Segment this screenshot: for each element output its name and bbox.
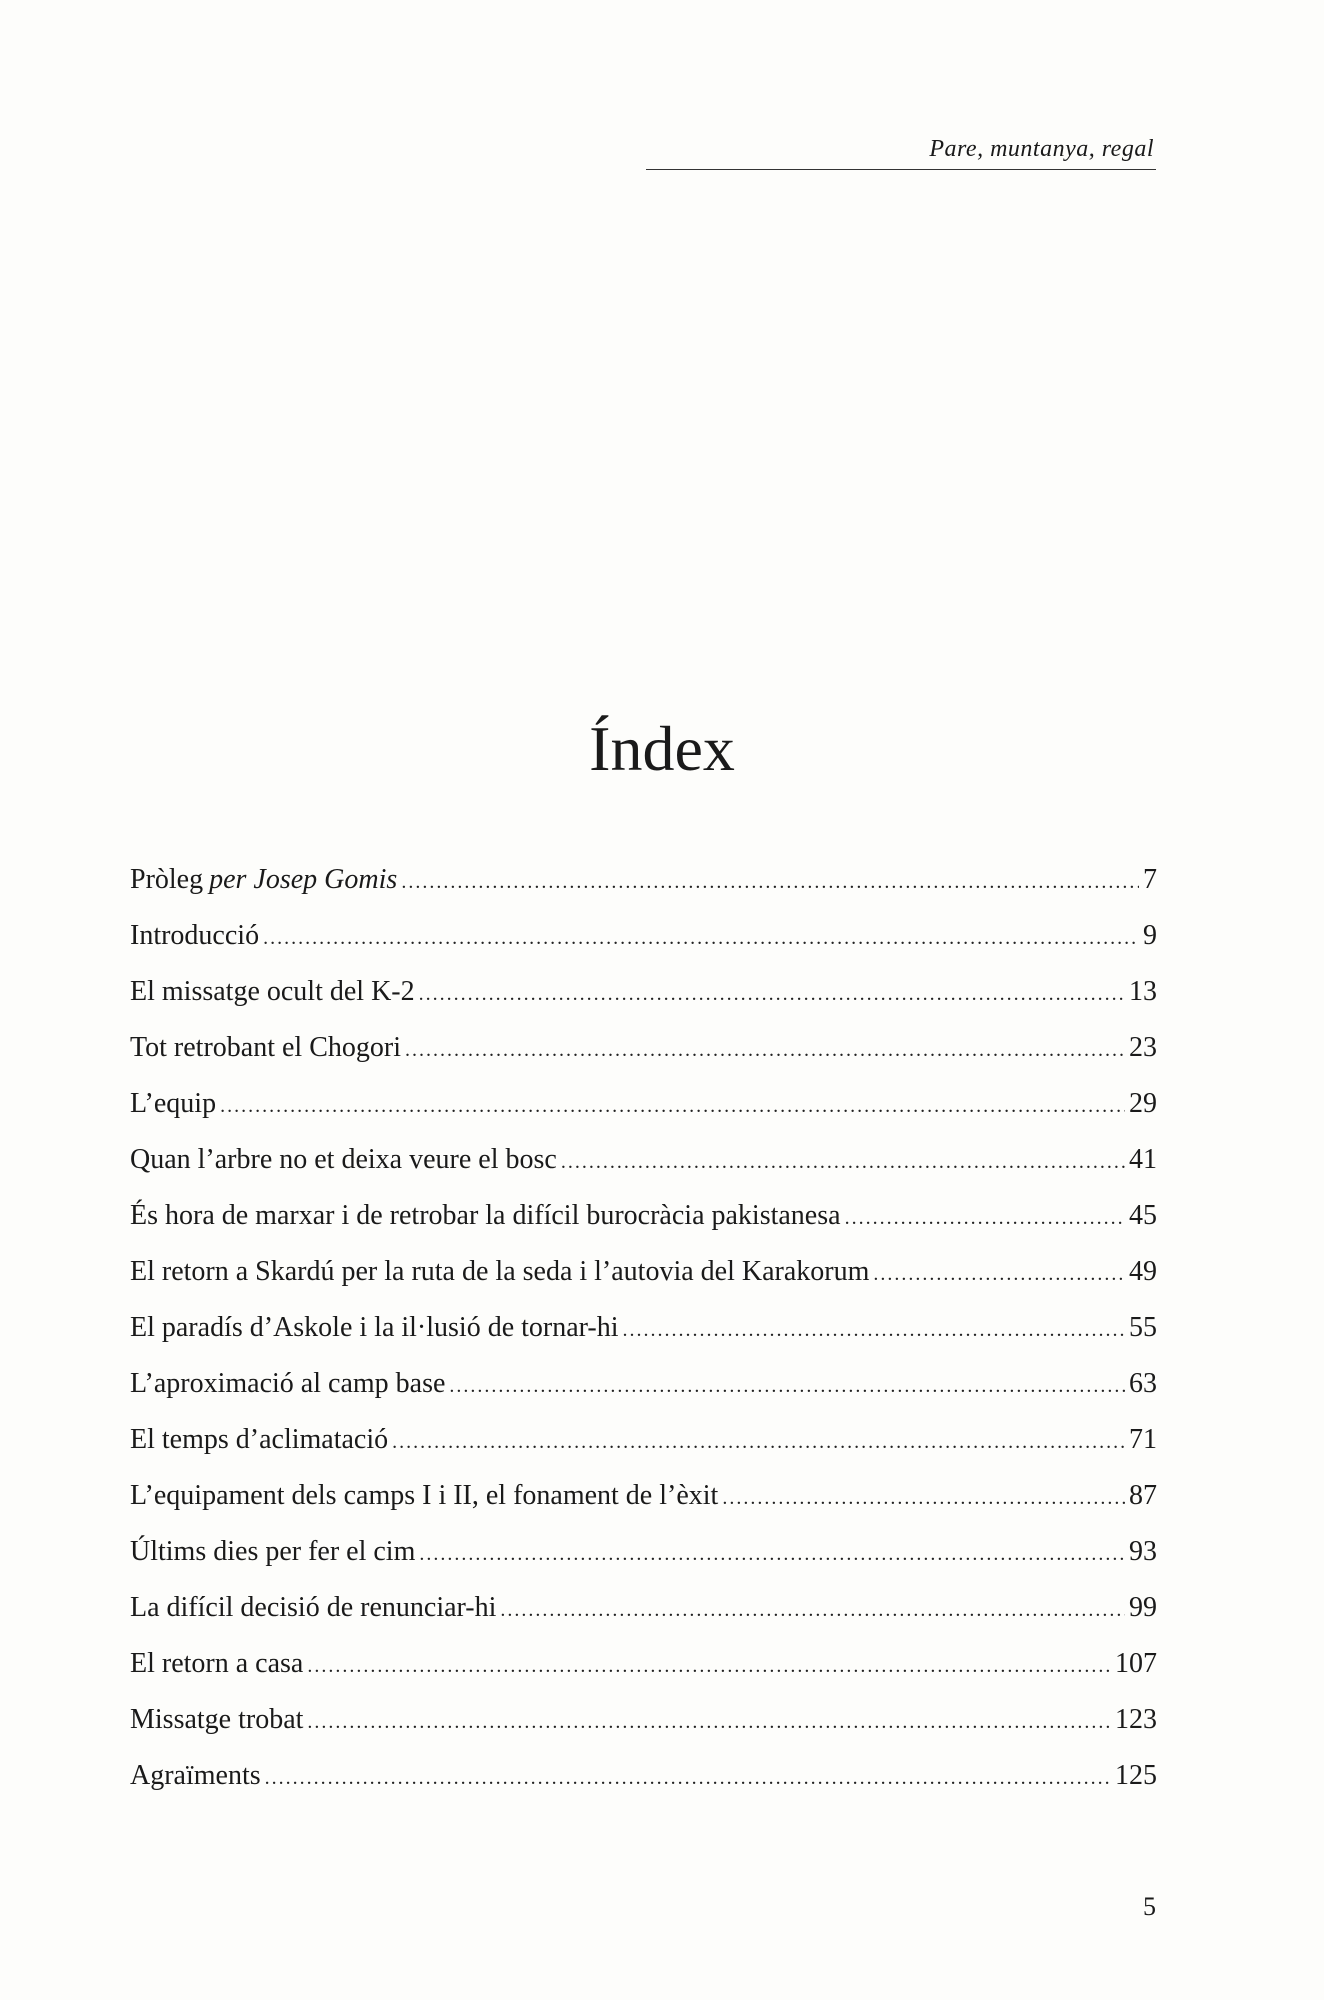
toc-entry-page: 87 [1129,1480,1157,1511]
page-title: Índex [589,713,735,784]
dot-leader [392,1414,1125,1468]
toc-entry-page: 45 [1129,1200,1157,1231]
toc-entry [130,1356,1157,1412]
toc-entry-page: 41 [1129,1144,1157,1175]
running-header: Pare, muntanya, regal [929,136,1154,162]
toc-entry [130,852,1157,908]
toc-entry-title-text: L’equipament dels camps I i II, el fonament de l’èxit [130,1480,719,1511]
toc-entry-title-text: El retorn a casa [130,1648,304,1679]
toc-entry-title-text: L’equip [130,1088,217,1119]
toc-entry-title-text: Últims dies per fer el cim [130,1536,416,1567]
dot-leader [623,1302,1125,1356]
toc-entry [130,1580,1157,1636]
toc-entry-page: 9 [1143,920,1157,951]
dot-leader [419,1526,1125,1580]
dot-leader [500,1582,1125,1636]
toc-entry-title-text: El retorn a Skardú per la ruta de la seda i l’autovia del Karakorum [130,1256,870,1287]
toc-entry-title [130,1636,303,1692]
toc-entry-title [130,1580,496,1636]
dot-leader [263,910,1139,964]
toc-entry [130,1468,1157,1524]
dot-leader [845,1190,1125,1244]
toc-entry-title-text: És hora de marxar i de retrobar la difícil burocràcia pakistanesa [130,1200,841,1231]
toc-entry [130,1692,1157,1748]
toc-entry-page: 49 [1129,1256,1157,1287]
dot-leader [873,1246,1125,1300]
toc-entry-page: 107 [1115,1648,1157,1679]
toc-entry-title [130,908,259,964]
toc-entry-title [130,1188,841,1244]
toc-entry-title [130,1748,261,1804]
dot-leader [401,854,1139,908]
toc-entry [130,1636,1157,1692]
toc-entry-title [130,1356,445,1412]
toc-entry-title [130,964,415,1020]
toc-entry-title-text: Tot retrobant el Chogori [130,1032,401,1063]
toc-entry-page: 29 [1129,1088,1157,1119]
dot-leader [307,1694,1111,1748]
table-of-contents [130,852,1157,1804]
toc-entry-page: 125 [1115,1760,1157,1791]
dot-leader [220,1078,1125,1132]
toc-entry-title-text: Pròleg [130,864,204,895]
toc-entry [130,1412,1157,1468]
toc-entry [130,1076,1157,1132]
toc-entry [130,1020,1157,1076]
toc-entry [130,1300,1157,1356]
toc-entry-page: 13 [1129,976,1157,1007]
page-number: 5 [1143,1892,1156,1921]
toc-entry-page: 93 [1129,1536,1157,1567]
toc-entry [130,1524,1157,1580]
toc-entry-title-text: El paradís d’Askole i la il·lusió de tornar-hi [130,1312,619,1343]
toc-entry-page: 63 [1129,1368,1157,1399]
toc-entry [130,1244,1157,1300]
toc-entry-title [130,1468,718,1524]
toc-entry-title-text: El temps d’aclimatació [130,1424,389,1455]
header-rule [646,169,1156,170]
toc-entry-title [130,1692,303,1748]
toc-entry-page: 55 [1129,1312,1157,1343]
toc-entry-title [130,1132,557,1188]
toc-entry-title-text: Introducció [130,920,260,951]
toc-entry-page: 71 [1129,1424,1157,1455]
toc-entry-title-text: Agraïments [130,1760,261,1791]
dot-leader [449,1358,1125,1412]
toc-entry [130,1132,1157,1188]
toc-entry-title [130,1076,216,1132]
toc-entry-title-text: La difícil decisió de renunciar-hi [130,1592,497,1623]
dot-leader [419,966,1125,1020]
toc-entry-title [130,1524,415,1580]
dot-leader [561,1134,1125,1188]
dot-leader [405,1022,1125,1076]
dot-leader [307,1638,1111,1692]
dot-leader [722,1470,1125,1524]
toc-entry [130,964,1157,1020]
toc-entry-title [130,1412,388,1468]
dot-leader [265,1750,1111,1804]
toc-entry-page: 23 [1129,1032,1157,1063]
toc-entry-title [130,1300,619,1356]
toc-entry-title-text: Missatge trobat [130,1704,304,1735]
toc-entry-title-text: L’aproximació al camp base [130,1368,446,1399]
toc-entry [130,1188,1157,1244]
toc-entry-title-text: Quan l’arbre no et deixa veure el bosc [130,1144,557,1175]
toc-entry-page: 7 [1143,864,1157,895]
toc-entry-page: 123 [1115,1704,1157,1735]
toc-entry [130,1748,1157,1804]
toc-entry-title [130,852,397,908]
toc-entry-page: 99 [1129,1592,1157,1623]
toc-entry [130,908,1157,964]
toc-entry-author: per Josep Gomis [209,864,398,895]
toc-entry-title [130,1244,869,1300]
toc-entry-title [130,1020,401,1076]
toc-entry-title-text: El missatge ocult del K-2 [130,976,415,1007]
